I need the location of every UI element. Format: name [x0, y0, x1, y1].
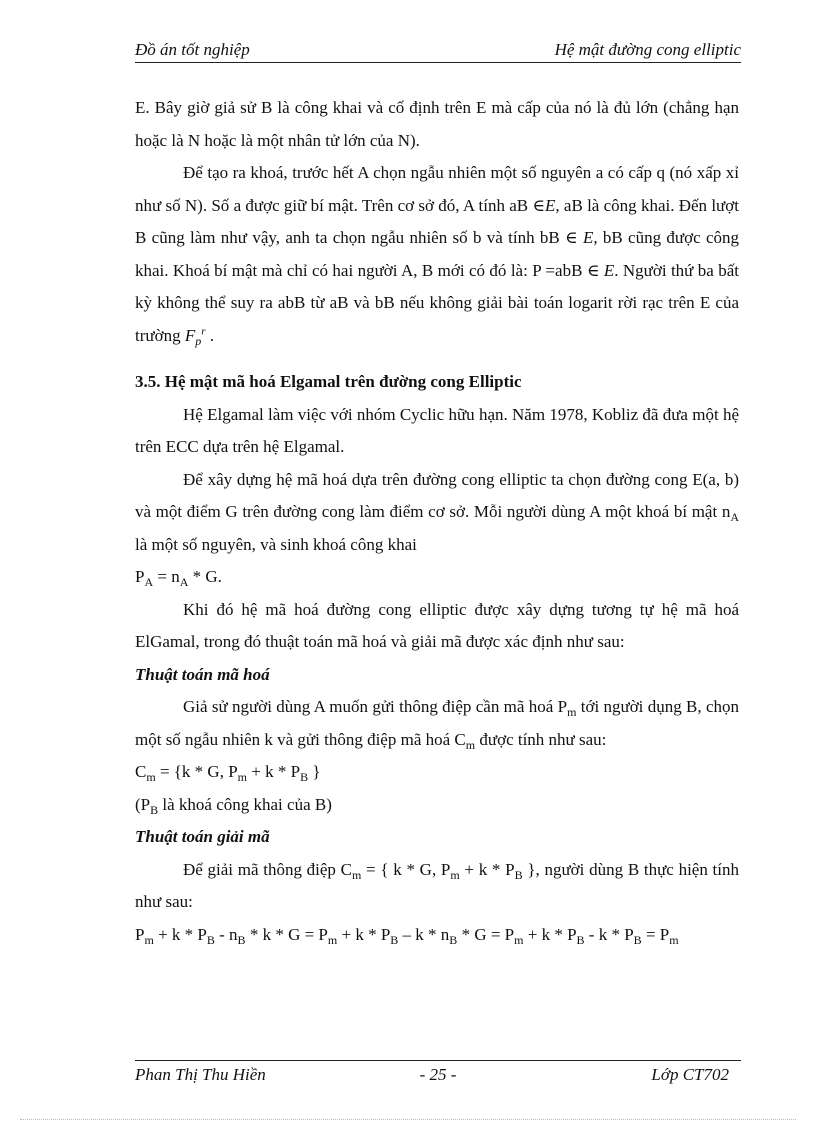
- page-header: [135, 38, 741, 63]
- subheading-encryption: Thuật toán mã hoá: [135, 664, 270, 684]
- paragraph-5: Khi đó hệ mã hoá đường cong elliptic được xây dựng tương tự hệ mã hoá ElGamal, trong đó thuật toán mã hoá và giải mã được xác định như sau:: [135, 599, 739, 651]
- equation-decryption: $P_m + k * P_B - n_B * k * G = P_m + k * P_B - k * n_B * G = P_m + k * P_B - k * P_B = P_m$: [135, 924, 679, 947]
- page-number: - 25 -: [419, 1065, 457, 1084]
- footer-author: Phan Thị Thu Hiền: [135, 1065, 266, 1084]
- subheading-decryption: Thuật toán giải mã: [135, 827, 270, 846]
- paragraph-3: Hệ Elgamal làm việc với nhóm Cyclic hữu hạn. Năm 1978, Kobliz đã đưa một hệ trên ECC dựa trên hệ Elgamal.: [135, 404, 739, 456]
- paragraph-4: Để xây dựng hệ mã hoá dựa trên đường cong elliptic ta chọn đường cong E(a, b) và một điểm G trên đường cong làm điểm cơ sở. Mỗi người dùng A một khoá bí mật $n_A$ là một số nguyên, và sinh khoá công khai: [135, 469, 739, 554]
- equation-ciphertext: $C_m = \{k * G$, $P_m + k * P_B$ }: [135, 762, 321, 784]
- paragraph-6: Giả sử người dùng A muốn gửi thông điệp cần mã hoá $P_m$ tới người dụng B, chọn một số ngẫu nhiên k và gửi thông điệp mã hoá $C_m$ được tính như sau:: [135, 697, 740, 752]
- section-heading: 3.5. Hệ mật mã hoá Elgamal trên đường cong Elliptic: [135, 372, 522, 391]
- field-symbol: $F_p^r$: [184, 324, 206, 348]
- equation-public-key: $P_A = n_A * G$.: [135, 567, 222, 589]
- page-body: [135, 92, 739, 951]
- header-right: Hệ mật đường cong elliptic: [554, 40, 741, 59]
- equation-note: ($P_B$ là khoá công khai của B): [135, 794, 332, 817]
- footer-class: Lớp CT702: [651, 1065, 729, 1084]
- page-bottom-divider: [20, 1119, 796, 1120]
- paragraph-2: Để tạo ra khoá, trước hết A chọn ngẫu nhiên một số nguyên a có cấp q (nó xấp xỉ như số N). Số a được giữ bí mật. Trên cơ sở đó, A tính aB ∈E, aB là công khai. Đến lượt B cũng làm như vậy, anh ta chọn ngẫu nhiên số b và tính bB ∈ E, bB cũng được công khai. Khoá bí mật mà chỉ có hai người A, B mới có đó là: P =abB ∈ E. Người thứ ba bất kỳ không thể suy ra abB từ aB và bB nếu không giải bài toán logarit rời rạc trên E của trường $F_p^r$ .: [135, 163, 740, 348]
- paragraph-1: E. Bây giờ giả sử B là công khai và cố định trên E mà cấp của nó là đủ lớn (chẳng hạn hoặc là N hoặc là một nhân tử lớn của N).: [135, 98, 739, 150]
- paragraph-7: Để giải mã thông điệp $C_m$ = { k * G, $P_m + k * P_B$ }, người dùng B thực hiện tính như sau:: [135, 859, 739, 911]
- header-left: Đồ án tốt nghiệp: [135, 40, 250, 59]
- page-footer: [135, 1060, 741, 1087]
